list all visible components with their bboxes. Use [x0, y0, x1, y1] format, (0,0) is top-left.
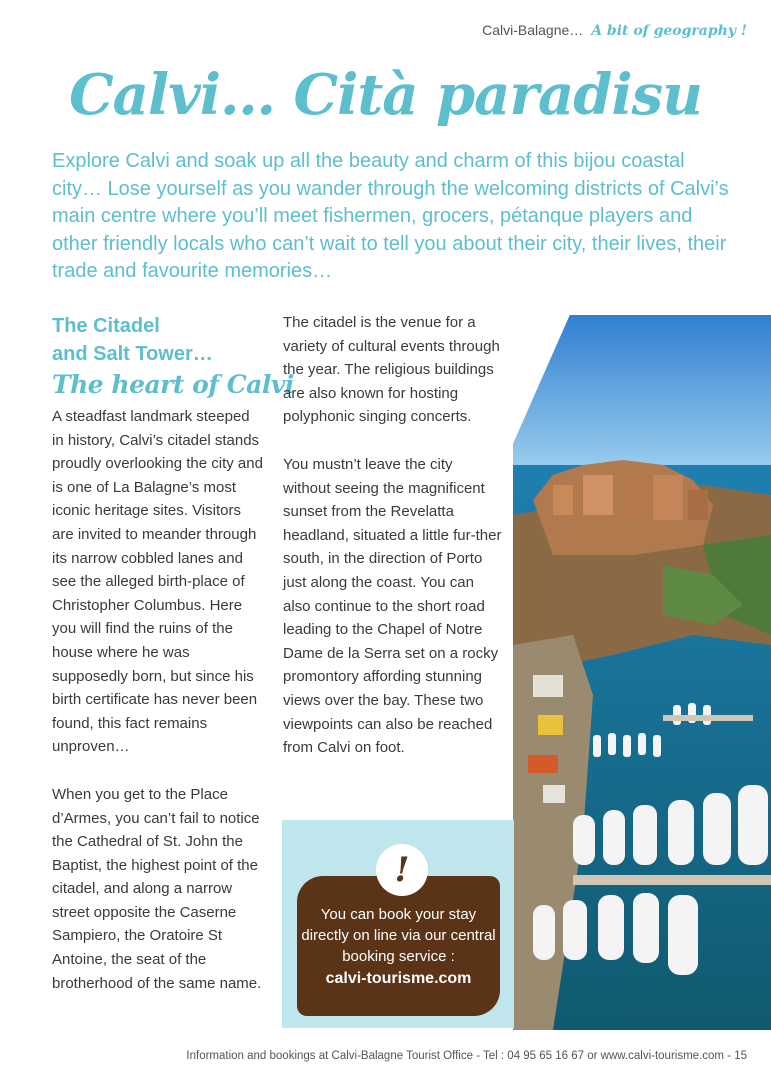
booking-website-link[interactable]: calvi-tourisme.com — [325, 970, 472, 987]
booking-callout — [297, 876, 500, 1016]
running-header — [482, 22, 747, 39]
header-accent: A bit of geography ! — [591, 23, 747, 39]
page-title: Calvi… Cità paradisu — [69, 62, 702, 128]
callout-line2: directly on line via our central — [301, 927, 496, 944]
section-heading — [52, 312, 264, 368]
intro-paragraph: Explore Calvi and soak up all the beauty and charm of this bijou coastal city… Lose yourself as you wander through the welcoming districts of Calvi’s main centre where you’ll meet fishermen, grocers, pétanque players and other friendly locals who can’t wait to tell you about their city, their lives, their trade and favourite memories… — [52, 150, 729, 282]
harbour-citadel-photo — [513, 315, 771, 1030]
page-footer: Information and bookings at Calvi-Balagne Tourist Office - Tel : 04 95 65 16 67 or www.calvi-tourisme.com - 15 — [186, 1050, 747, 1062]
exclamation-icon: ! — [376, 844, 428, 896]
header-section: Calvi-Balagne… — [482, 22, 584, 38]
section-script-heading: The heart of Calvi — [52, 370, 294, 399]
section-heading-line2: and Salt Tower… — [52, 343, 213, 365]
section-heading-line1: The Citadel — [52, 315, 160, 337]
callout-line3: booking service : — [342, 948, 455, 965]
callout-line1: You can book your stay — [320, 906, 477, 923]
harbour-citadel-illustration — [513, 315, 771, 1030]
left-paragraph-1: A steadfast landmark steeped in history, Calvi’s citadel stands proudly overlooking the city and is one of La Balagne’s most iconic heritage sites. Visitors are invited to meander through its narrow cobbled lanes and see the alleged birth-place of Christopher Columbus. Here you will find the ruins of the house where he was supposedly born, but since his birth certificate has never been found, this fact remains unproven… — [52, 408, 263, 756]
middle-paragraph-2: You mustn’t leave the city without seeing the magnificent sunset from the Revelatta headland, situated a little fur-ther south, in the direction of Porto just along the coast. You can also continue to the short road leading to the Chapel of Notre Dame de la Serra set on a rocky promontory affording stunning views over the bay. These two viewpoints can also be reached from Calvi on foot. — [283, 455, 502, 757]
left-column — [52, 312, 294, 995]
middle-column — [283, 311, 503, 760]
left-paragraph-2: When you get to the Place d’Armes, you can’t fail to notice the Cathedral of St. John the Baptist, the highest point of the citadel, and along a narrow street opposite the Caserne Sampiero, the Oratoire St Antoine, the seat of the brotherhood of the same name. — [52, 785, 262, 992]
middle-paragraph-1: The citadel is the venue for a variety of cultural events through the year. The religious buildings are also known for hosting polyphonic singing concerts. — [283, 314, 500, 426]
